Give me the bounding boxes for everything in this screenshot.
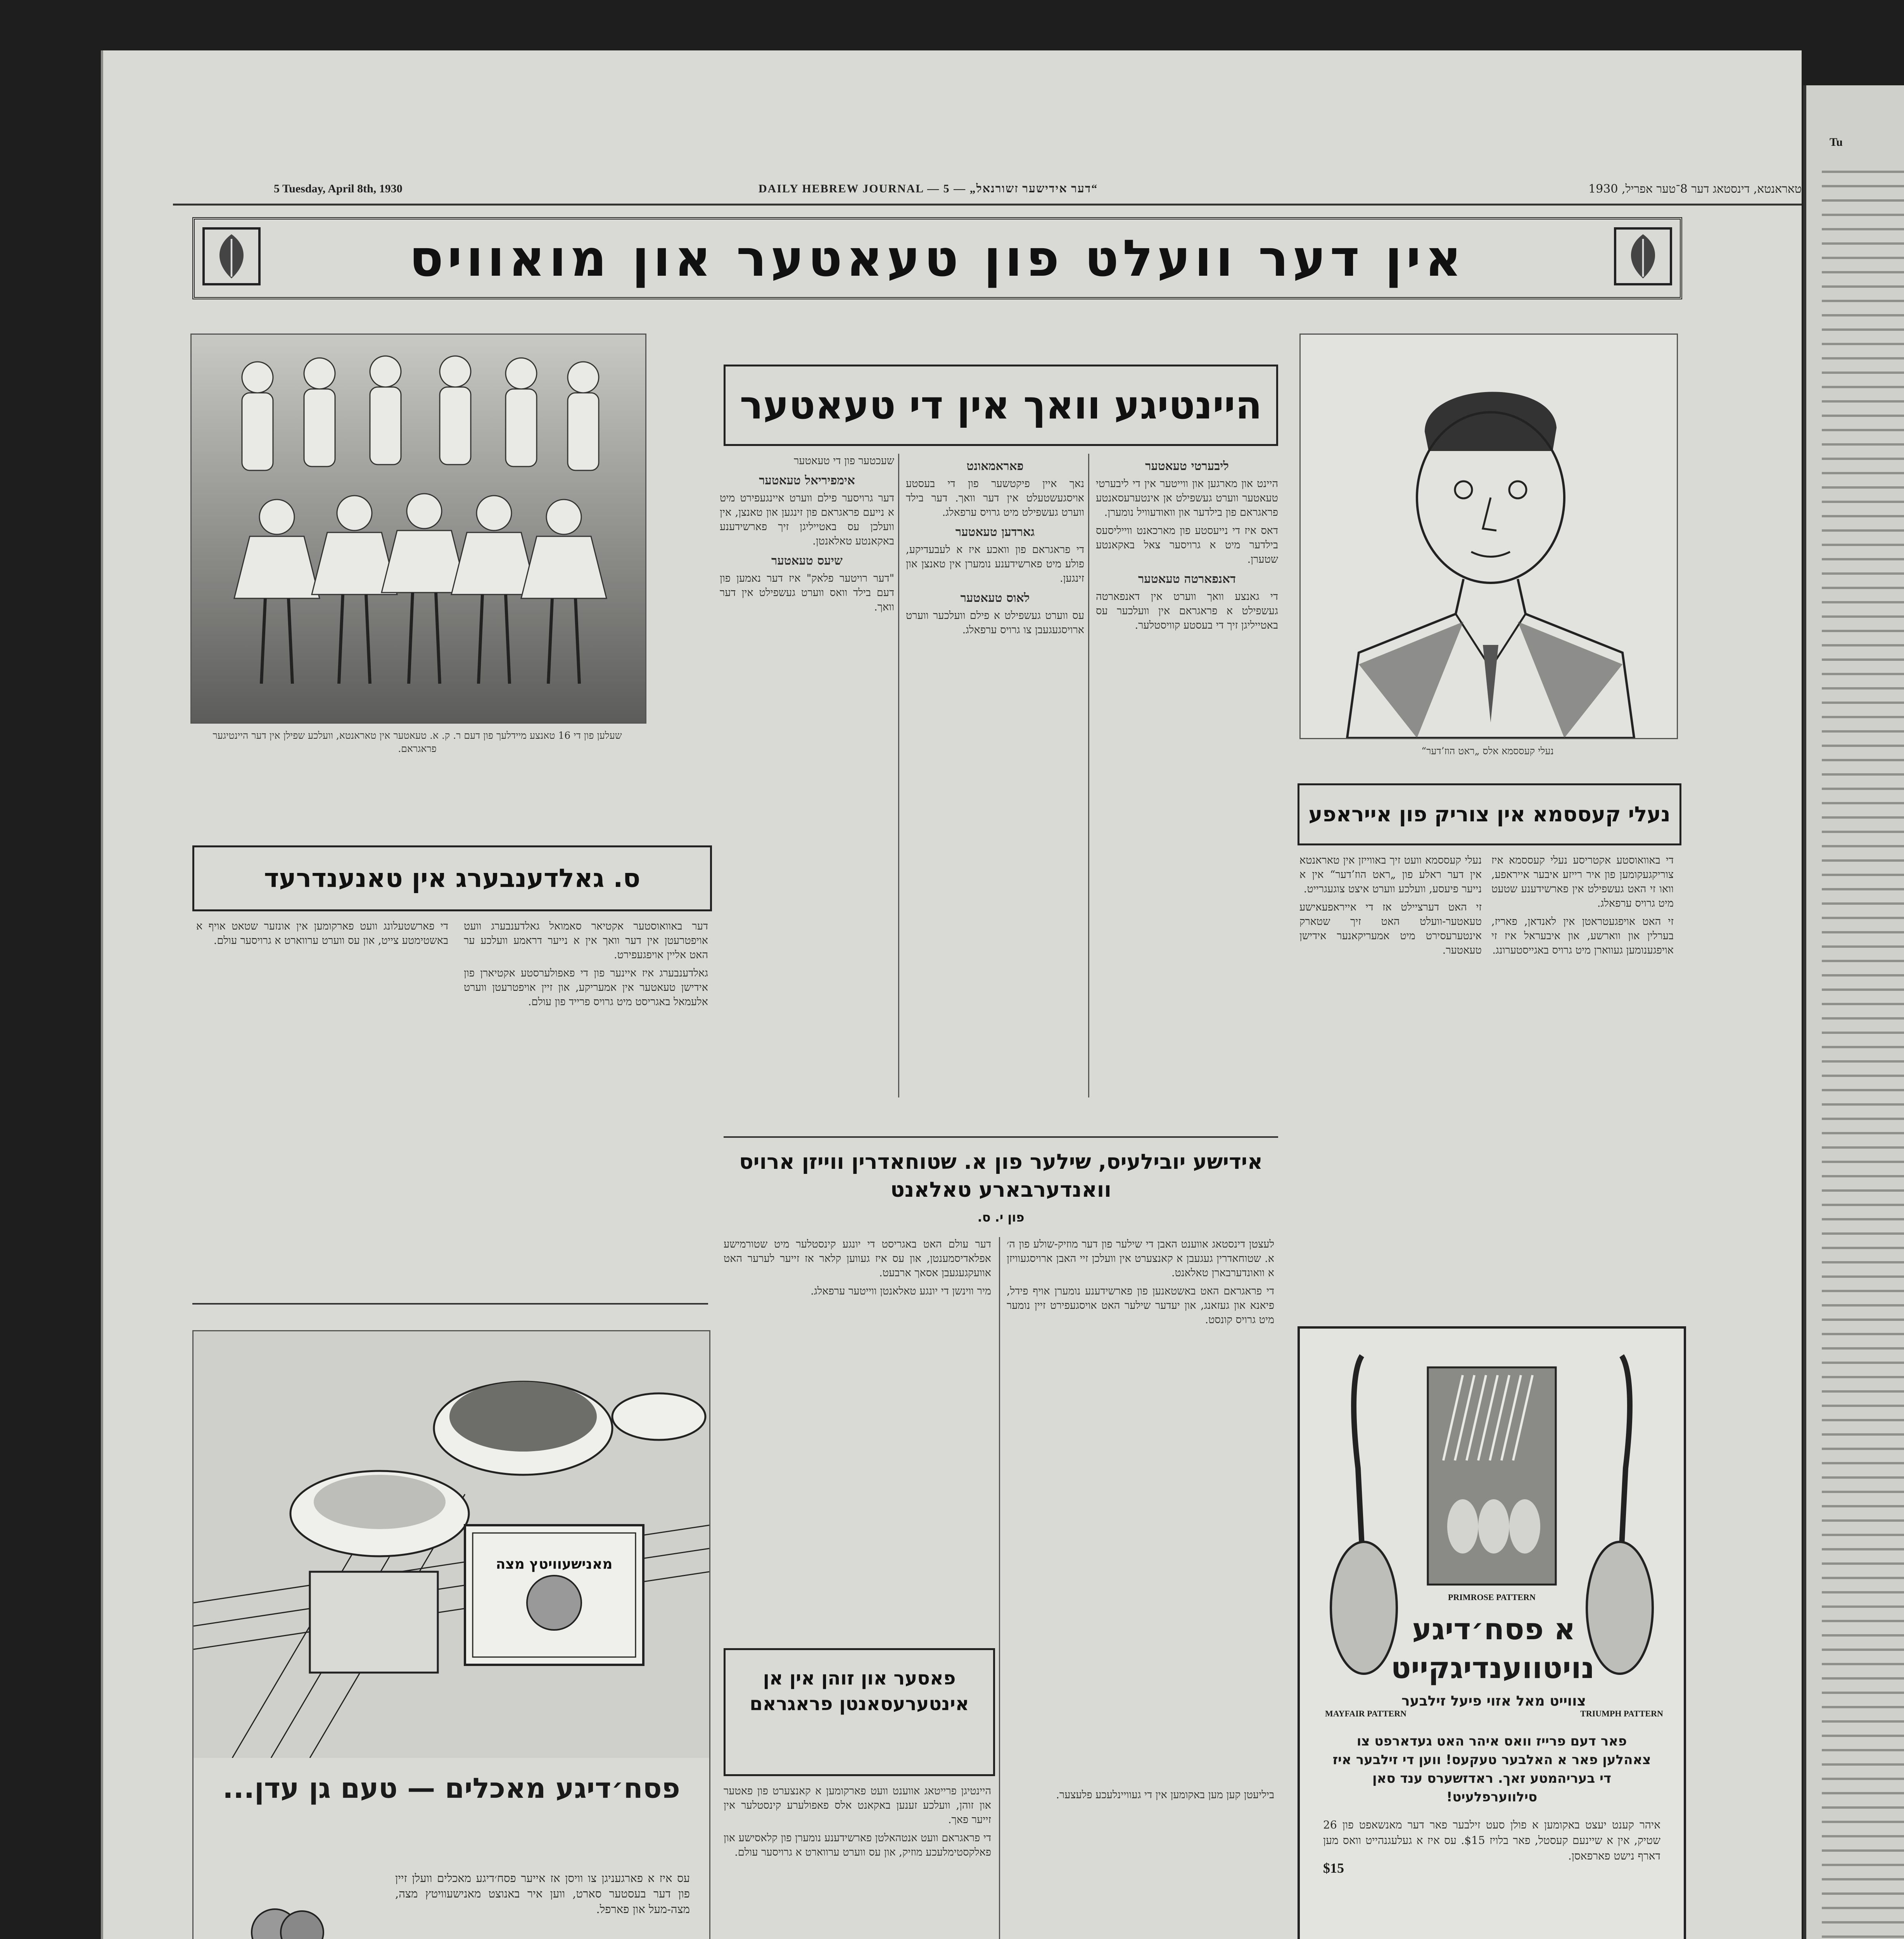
section-rule xyxy=(724,1136,1278,1138)
leaf-ornament-icon xyxy=(202,227,261,285)
theatre-week-headline: היינטיגע וואך אין די טעאטער xyxy=(739,382,1262,428)
newspaper-page xyxy=(101,50,1802,1939)
silver-ad xyxy=(1298,1326,1686,1939)
spoon-right-icon xyxy=(1587,1356,1653,1674)
nelli-col-2: נעלי קעססמא וועט זיך באווייזן אין טאראנטא אין דער ראלע פון „ראט הוז’דער“ אין א נייער פיעסע, וועלכע ווערט איצט צוגעגרייט. זי האט דערציילט אז די אייראפעאישע טעאטער-וועלט האט זיך שטארק אינטערעסירט מיט אמעריקאנער אידישן טעאטער. xyxy=(1299,854,1482,956)
jubilee-byline: פון י. ס. xyxy=(977,1210,1025,1225)
adjacent-page-edge xyxy=(1803,85,1904,1939)
section-rule xyxy=(192,1303,708,1305)
dancers-photo xyxy=(190,334,646,724)
goldenberg-headline: ס. גאלדענבערג אין טאנענדרעד xyxy=(264,863,641,893)
jubilee-col-2: דער עולם האט באגריסט די יונגע קינסטלער מיט שטורמישע אפלאדיסמענטן, און עס איז געווען קלאר אז זייער לערער האט אוועקגעגעבן אסאך ארבעט. מיר ווינשן די יונגע טאלאנטן ווייטער ערפאלג. xyxy=(724,1238,991,1297)
folio-rule xyxy=(173,204,1802,206)
concert-col-2: ביליעטן קען מען באקומען אין די געוויינלעכע פלעצער. xyxy=(1056,1789,1274,1801)
portrait-image xyxy=(1301,335,1677,738)
concert-headline-box xyxy=(724,1648,995,1776)
matzo-ad xyxy=(192,1330,710,1939)
spoon-left-icon xyxy=(1331,1356,1397,1674)
folio-date: 5 Tuesday, April 8th, 1930 xyxy=(274,182,403,195)
column-rule xyxy=(1088,454,1089,1097)
folio-date-yiddish: טאראנטא, דינסטאג דער 8־טער אפריל, 1930 xyxy=(1588,182,1802,196)
medal-icon xyxy=(248,1894,325,1939)
pattern-right-label: TRIUMPH PATTERN xyxy=(1580,1709,1663,1718)
silver-body: איהר קענט יעצט באקומען א פולן סעט זילבער פאר דער מאנשאפט פון 26 שטיק, אין א שיינעם קעסטל, פאר בלויז $15. עס איז א געלעגנהייט וואס מען דארף נישט פארפאסן. xyxy=(1323,1818,1660,1862)
section-banner xyxy=(192,217,1682,299)
photo-caption: שעלען פון די 16 טאנצע מיידלעך פון דעם ר. ק. א. טעאטער אין טאראנטא, וועלכע שפילן אין דער היינטיגער פראגראם. xyxy=(213,730,622,754)
column-rule xyxy=(999,1237,1000,1939)
dancers-image xyxy=(192,335,645,722)
goldenberg-col-2: די פארשטעלונג וועט פארקומען אין אונזער שטאט אויף א באשטימטע צייט, און עס ווערט ערווארט א גרויסער עולם. xyxy=(196,920,448,947)
matzo-illustration xyxy=(194,1331,709,1758)
nelli-headline: נעלי קעססמא אין צוריק פון אייראפע xyxy=(1308,802,1671,826)
matzo-box-label: מאנישעוויטץ מצה xyxy=(496,1556,613,1572)
pattern-left-label: MAYFAIR PATTERN xyxy=(1325,1709,1407,1718)
adjacent-page-folio: Tu xyxy=(1830,136,1843,149)
theatre-col-1: ליבערטי טעאטער היינט און מארגען און ווייטער אין די ליבערטי טעאטער ווערט געשפילט אן אינטערעסאנטע פראגראם פון בילדער און וואודעוויל נומערן. דאס איז די נייעסטע פון מארכאנט ווייליסעס בילדער מיט א גרויסער צאל באקאנטע שטערן. דאנפארטה טעאטער די גאנצע וואך ווערט אין דאנפארטה געשפילט א פראגראם אין וועלכער עס באטייליגן זיך די בעסטע קוויסטלער. xyxy=(1096,459,1278,631)
silver-title-line2: נויטווענדיגקייט xyxy=(1391,1650,1595,1685)
jubilee-headline: אידישע יובילעיס, שילער פון א. שטוחאדרין ווייזן ארויס וואנדערבארע טאלאנט xyxy=(739,1149,1263,1202)
silver-price: $15 xyxy=(1323,1860,1344,1876)
silver-title-line1: א פסח׳דיגע xyxy=(1412,1612,1576,1646)
column-rule xyxy=(898,454,899,1097)
nelli-headline-box xyxy=(1298,783,1681,845)
pattern-center-label: PRIMROSE PATTERN xyxy=(1448,1592,1536,1602)
concert-col-1: היינטיגן פרייטאג אווענט וועט פארקומען א קאנצערט פון פאטער און זוהן, וועלכע זענען באקאנט אלס פאפולערע קינסטלער אין זייער פאך. די פראגראם וועט אנטהאלטן פארשידענע נומערן פון קלאסישע און פאלקסטימלעכע מוזיק, און עס ווערט ערווארט א גרויסער עולם. xyxy=(724,1785,991,1858)
adjacent-page-text xyxy=(1822,171,1904,1939)
silver-subtitle: צווייט מאל אזוי פיעל זילבער xyxy=(1401,1693,1586,1709)
silver-lead: פאר דעם פרייז וואס איהר האט געדארפט צו צאהלען פאר א האלבער טעקעס! ווען די זילבער איז די בעריהמטע זאך. ראדזשערס ענד סאן סילווערפלעיט! xyxy=(1332,1733,1651,1805)
concert-headline: פאסער און זוהן אין אן אינטערעסאנטן פראגראם xyxy=(750,1668,969,1715)
portrait-drawing xyxy=(1299,334,1678,739)
matzo-text: עס איז א פארגעניגן צו וויסן אז אייער פסח׳דיגע מאכלים וועלן זיין פון דער בעסטער סארט, ווען איר באנוצט מאנישעוויטץ מצה, מצה-מעל און פארפל. xyxy=(395,1872,690,1916)
goldenberg-headline-box xyxy=(192,845,712,911)
theatre-col-2: פאראמאונט נאך איין פיקטשער פון די בעסטע אויסגעשטעלט אין דער וואך. דער בילד ווערט געשפילט מיט גרויס ערפאלג. גארדען טעאטער די פראגראם פון וואכע איז א לעבעדיקע, פולע מיט פארשידענע נומערן אין טאנצן און זינגען. לאוס טעאטער עס ווערט געשפילט א פילם וועלכער ווערט ארויסגעגעבן צו גרויס ערפאלג. xyxy=(906,459,1084,636)
banner-title: אין דער וועלט פון טעאטער און מואוויס xyxy=(409,229,1465,288)
theatre-week-headline-box xyxy=(724,365,1278,446)
theatre-col-3: שעכטער פון די טעאטער אימפיריאל טעאטער דער גרויסער פילם ווערט איינגעפירט מיט א נייעם פראגראם פון זינגען און טאנצן, אין וועלכן עס באטייליגן זיך פארשידענע באקאנטע טאלאנטן. שיעס טעאטער "דער רויטער פלאק" איז דער נאמען פון דעם בילד וואס ווערט געשפילט אין דער וואך. xyxy=(720,455,894,613)
portrait-caption: נעלי קעססמא אלס „ראט הוז’דער“ xyxy=(1421,745,1554,757)
goldenberg-col-1: דער באוואוסטער אקטיאר סאמואל גאלדענבערג וועט אויפטרעטן אין דער וואך אין א נייער דראמע וועלכע ער האט אליין אויפגעפירט. גאלדענבערג איז איינער פון די פאפולערסטע אקטיארן פון אידישן טעאטער אין אמעריקע, און זיין אויפטרעטן ווערט אלעמאל באגריסט מיט גרויס פרייד פון עולם. xyxy=(464,920,708,1008)
jubilee-col-1: לעצטן דינסטאג אווענט האבן די שילער פון דער מוזיק-שולע פון ה׳ א. שטוחאדרין געגעבן א קאנצערט אין וועלכן זיי האבן ארויסגעוויזן א וואונדערבארן טאלאנט. די פראגראם האט באשטאנען פון פארשידענע נומערן אויף פידל, פיאנא און געזאנג, און יעדער שילער האט אויסגעפירט זיין נומער מיט גרויס קונסט. xyxy=(1007,1238,1274,1326)
leaf-ornament-icon xyxy=(1614,227,1672,285)
folio-masthead: DAILY HEBREW JOURNAL — 5 — „דער אידישער זשורנאל“ xyxy=(758,182,1098,195)
matzo-slogan: פסח׳דיגע מאכלים — טעם גן עדן... xyxy=(223,1772,680,1804)
nelli-col-1: די באוואוסטע אקטריסע נעלי קעססמא איז צוריקגעקומען פון איר רייזע איבער אייראפע, וואו זי האט געשפילט אין פארשידענע שטעט מיט גרויס ערפאלג. זי האט אויפגעטראטן אין לאנדאן, פאריז, בערלין און ווארשע, און איבעראל איז זי אויפגענומען געווארן מיט גרויס באגייסטערונג. xyxy=(1491,854,1674,956)
